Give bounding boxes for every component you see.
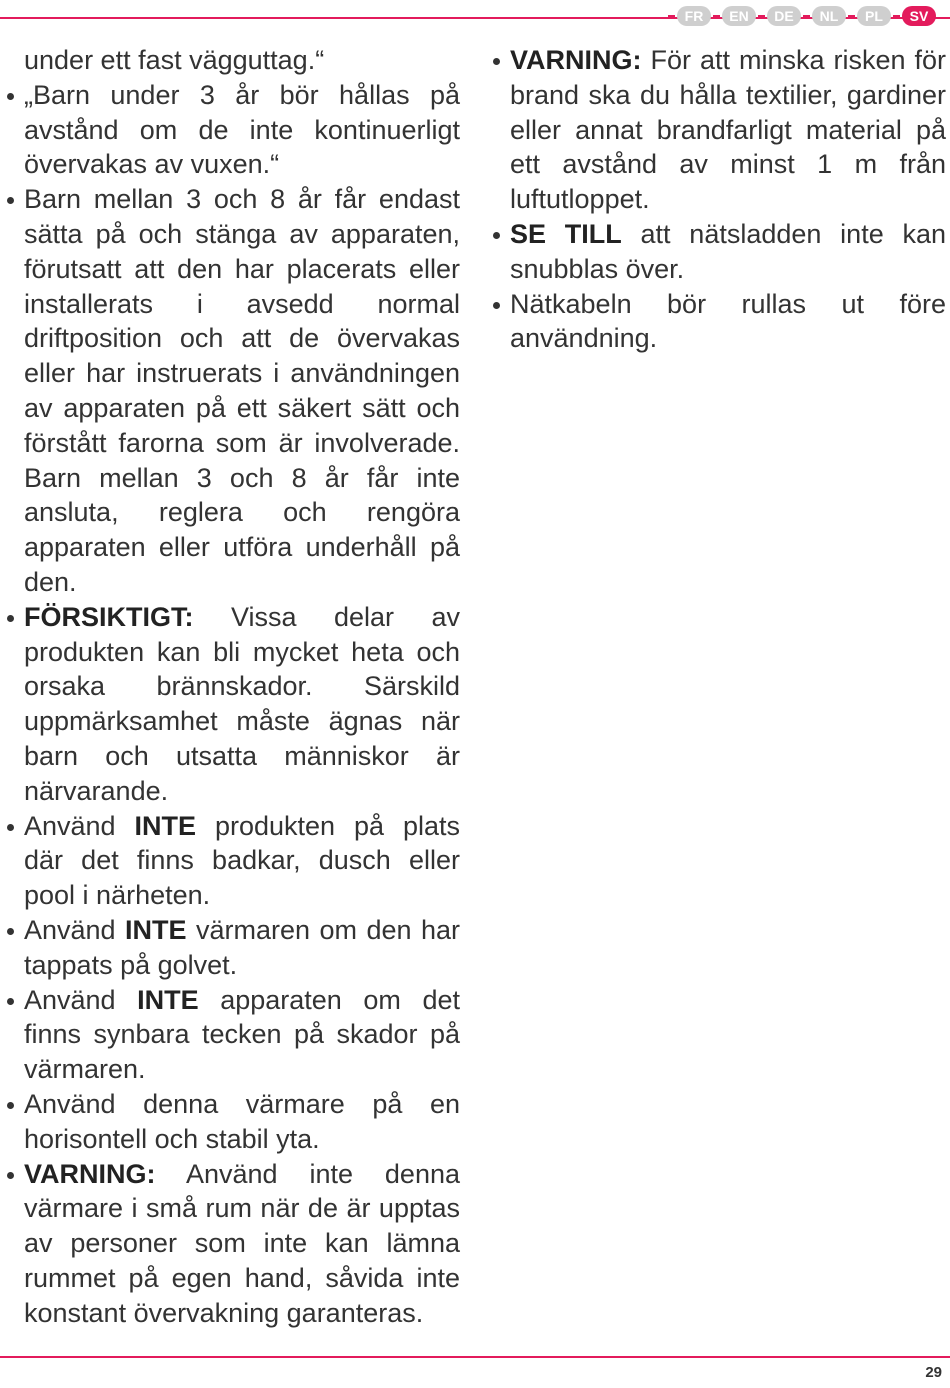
separator <box>803 15 810 17</box>
warning-label: VARNING: <box>24 1158 156 1189</box>
list-item: VARNING: För att minska risken för brand ska du hålla textilier, gardiner eller annat brandfarligt material på ett avstånd av minst 1 m från luftutloppet. <box>510 43 946 217</box>
warning-label: VARNING: <box>510 45 642 75</box>
caution-label: FÖRSIKTIGT: <box>24 601 194 632</box>
right-column <box>510 43 946 356</box>
list-item: Använd INTE produkten på plats där det finns badkar, dusch eller pool i närheten. <box>24 809 460 913</box>
separator <box>713 15 720 17</box>
ensure-label: SE TILL <box>510 218 622 249</box>
lang-fr[interactable]: FR <box>677 6 711 26</box>
page-number: 29 <box>925 1364 942 1381</box>
list-item: SE TILL att nätsladden inte kan snubblas över. <box>510 217 946 287</box>
separator <box>668 15 675 17</box>
lang-nl[interactable]: NL <box>812 6 846 26</box>
separator <box>848 15 855 17</box>
language-selector <box>666 6 936 26</box>
lang-de[interactable]: DE <box>767 6 801 26</box>
safety-list <box>24 78 460 1331</box>
list-item: VARNING: Använd inte denna värmare i små rum när de är upptas av personer som inte kan lämna rummet på egen hand, såvida inte konstant övervakning garanteras. <box>24 1157 460 1331</box>
separator <box>758 15 765 17</box>
list-item: Använd INTE värmaren om den har tappats på golvet. <box>24 913 460 983</box>
left-column <box>24 43 460 1330</box>
list-item: Använd INTE apparaten om det finns synbara tecken på skador på värmaren. <box>24 983 460 1087</box>
list-item: Nätkabeln bör rullas ut före användning. <box>510 287 946 357</box>
list-item: „Barn under 3 år bör hållas på avstånd om de inte kontinuerligt övervakas av vuxen.“ <box>24 78 460 182</box>
list-item: Använd denna värmare på en horisontell och stabil yta. <box>24 1087 460 1157</box>
separator <box>893 15 900 17</box>
footer-rule <box>0 1356 950 1358</box>
lang-sv[interactable]: SV <box>902 6 936 26</box>
continued-text: under ett fast vägguttag.“ <box>24 45 325 75</box>
lang-pl[interactable]: PL <box>857 6 891 26</box>
safety-list <box>510 43 946 356</box>
list-item: FÖRSIKTIGT: Vissa delar av produkten kan bli mycket heta och orsaka brännskador. Särskild uppmärksamhet måste ägnas när barn och utsatta människor är närvarande. <box>24 600 460 809</box>
lang-en[interactable]: EN <box>722 6 756 26</box>
list-item: Barn mellan 3 och 8 år får endast sätta på och stänga av apparaten, förutsatt att den har placerats eller installerats i avsedd normal driftposition och att de övervakas eller har instruerats i användningen av apparaten på ett säkert sätt och förstått farorna som är involverade. Barn mellan 3 och 8 år får inte ansluta, reglera och rengöra apparaten eller utföra underhåll på den. <box>24 182 460 600</box>
